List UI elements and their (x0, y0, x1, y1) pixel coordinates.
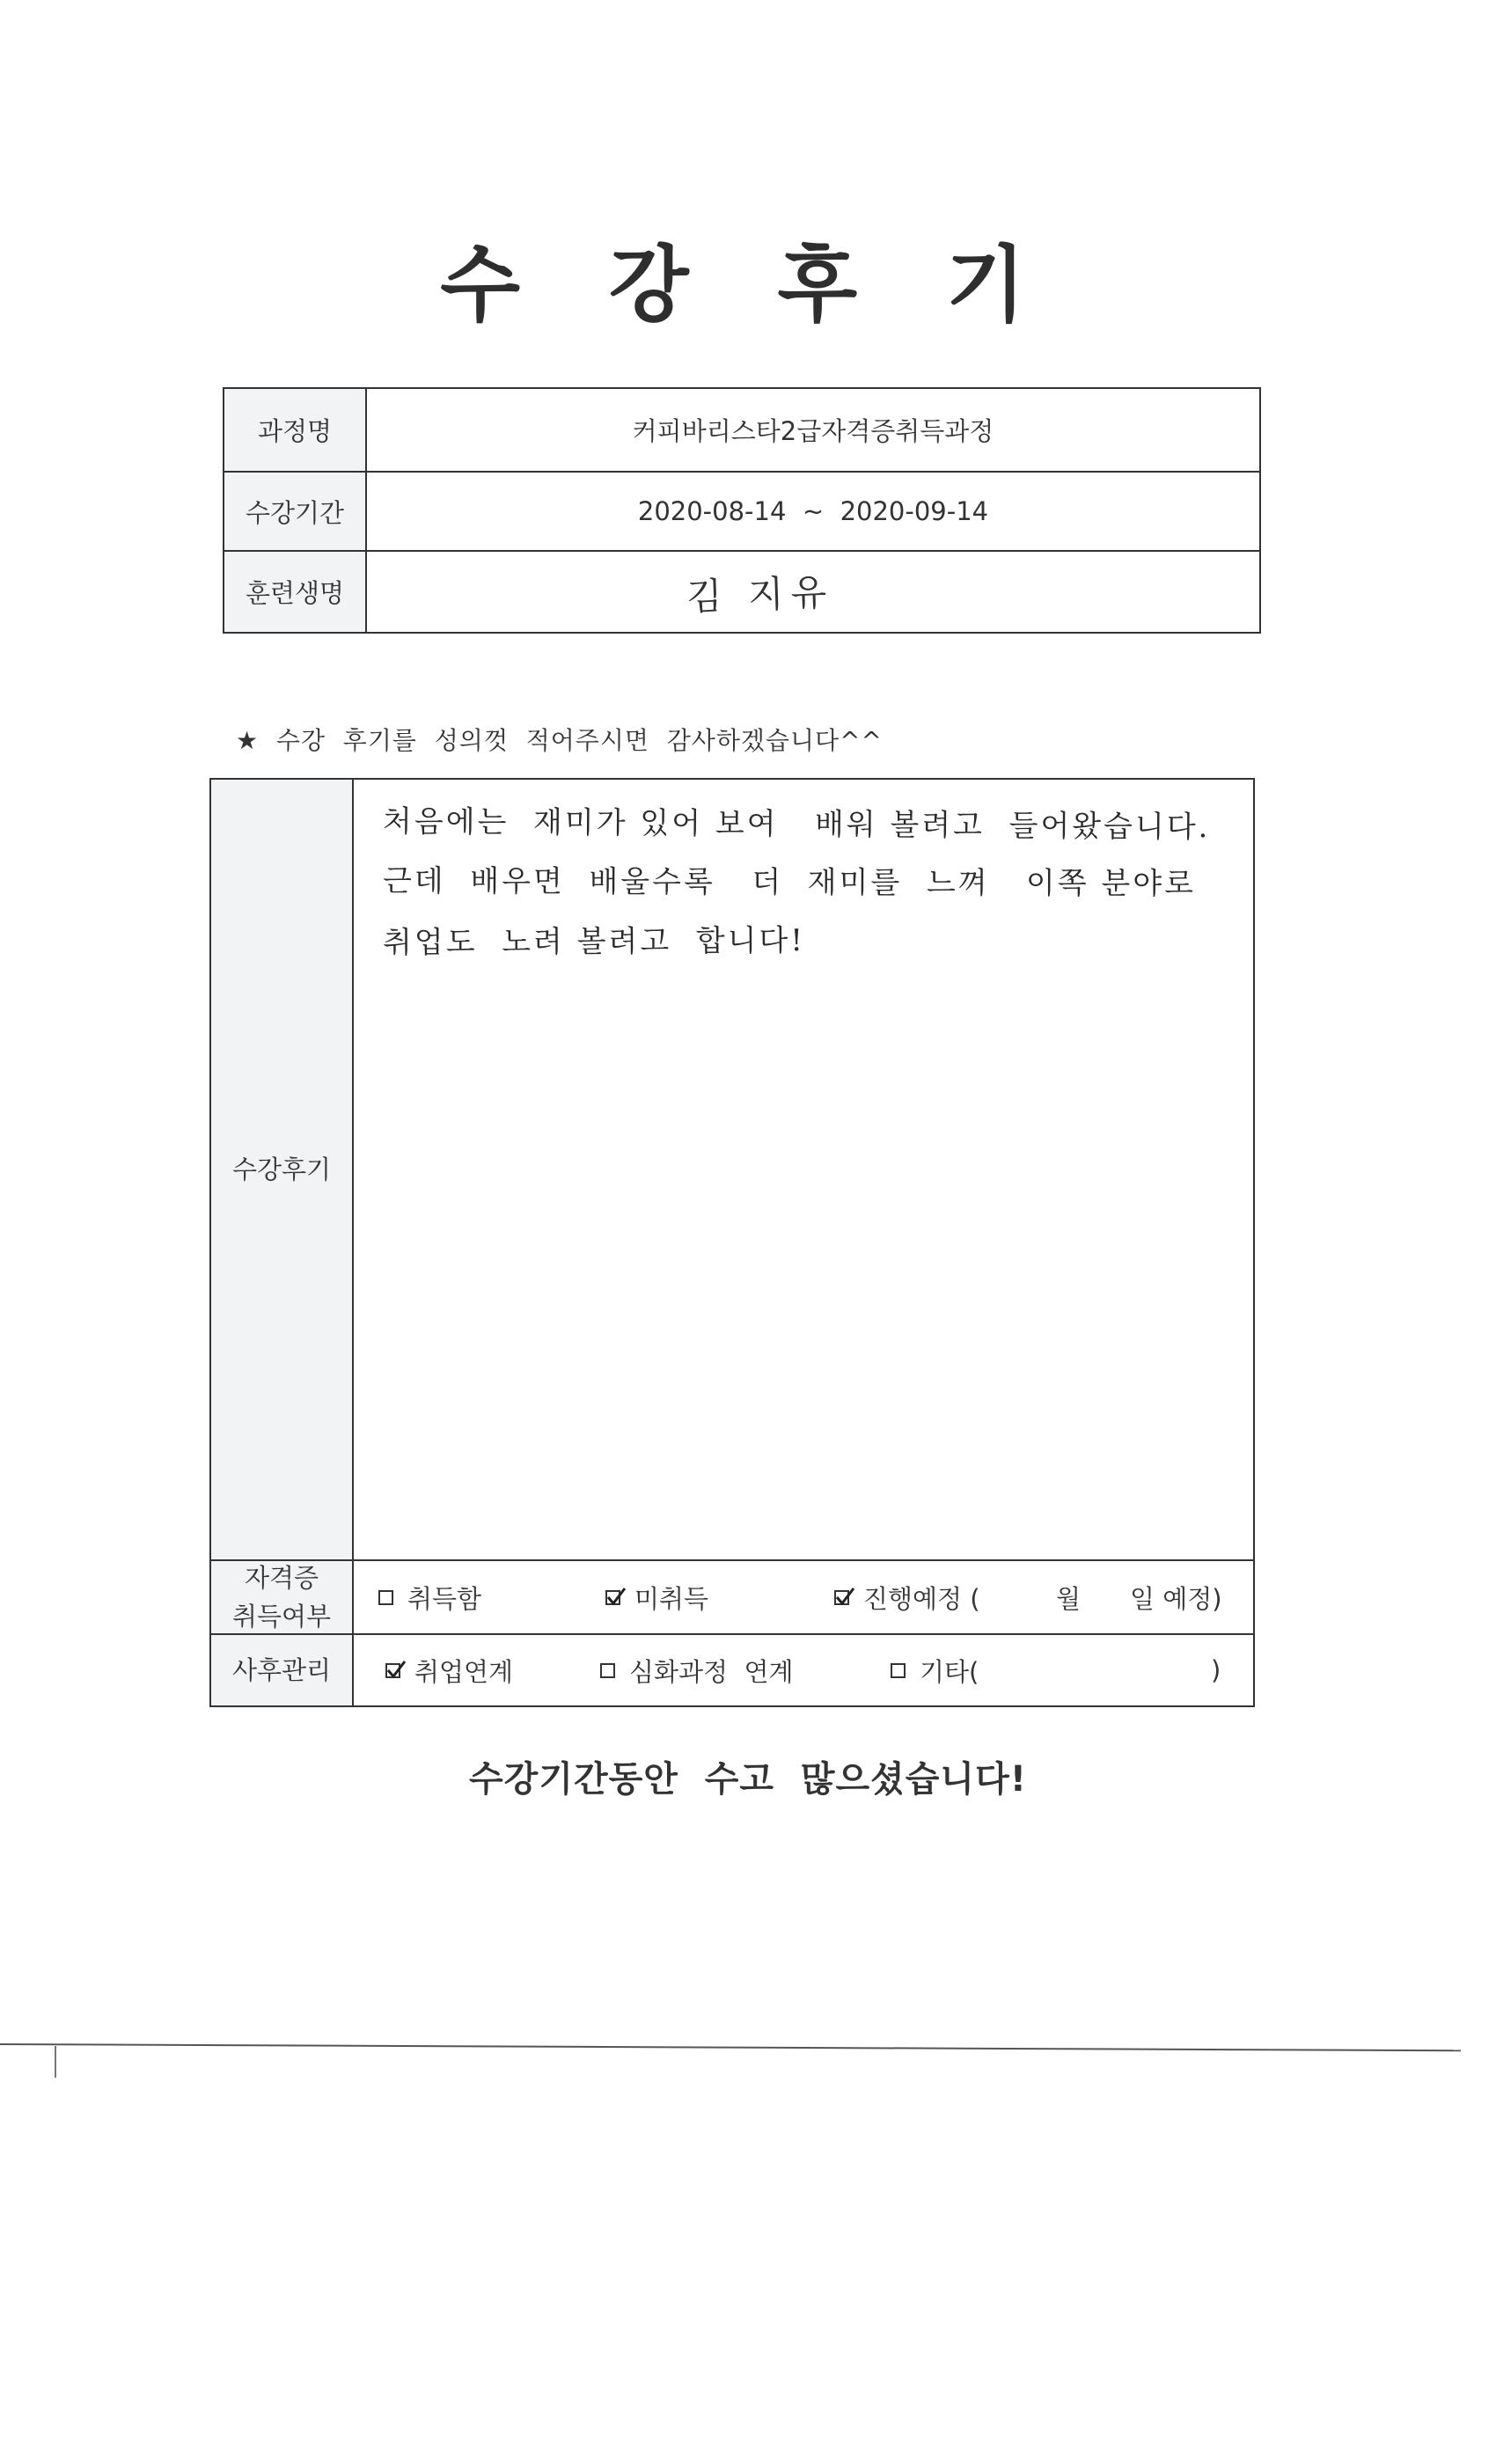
checkbox-empty-icon[interactable] (891, 1663, 906, 1678)
review-table (209, 778, 1255, 1707)
month-label: 월 (1056, 1583, 1082, 1614)
day-label: 일 예정) (1130, 1583, 1222, 1614)
course-period-label: 수강기간 (224, 473, 367, 550)
option-in-progress-label: 진행예정 ( (863, 1583, 980, 1614)
scan-edge-mark (55, 2046, 56, 2078)
checkbox-empty-icon[interactable] (600, 1663, 615, 1678)
course-name-label: 과정명 (224, 389, 367, 471)
option-job-link-label: 취업연계 (414, 1656, 514, 1687)
instruction-text: ★ 수강 후기를 성의껏 적어주시면 감사하겠습니다^^ (236, 726, 883, 755)
option-advanced-course[interactable] (600, 1635, 794, 1705)
certification-label-line1: 자격증 (244, 1563, 319, 1593)
checkbox-checked-icon[interactable] (834, 1590, 849, 1605)
trainee-name-cell (367, 552, 1259, 632)
course-period-value (367, 473, 1259, 550)
course-period-row (224, 473, 1259, 552)
handwritten-line-3: 취업도 노려 볼려고 합니다! (382, 923, 806, 961)
trainee-name-handwritten: 김 지유 (686, 569, 835, 619)
option-in-progress[interactable] (834, 1561, 980, 1633)
course-name-value: 커피바리스타2급자격증취득과정 (632, 416, 994, 446)
option-advanced-course-label: 심화과정 연계 (629, 1656, 794, 1687)
option-not-acquired-label: 미취득 (634, 1583, 709, 1614)
aftercare-row (211, 1635, 1253, 1705)
scan-page-edge (0, 2043, 1461, 2051)
document-title: 수 강 후 기 (440, 238, 1056, 334)
checkbox-empty-icon[interactable] (378, 1590, 393, 1605)
checkbox-checked-icon[interactable] (605, 1590, 620, 1605)
review-row (211, 780, 1253, 1561)
option-job-link[interactable] (385, 1635, 513, 1705)
aftercare-label: 사후관리 (211, 1635, 354, 1705)
closing-message: 수강기간동안 수고 많으셨습니다! (469, 1759, 1027, 1800)
option-other[interactable] (891, 1635, 979, 1705)
option-not-acquired[interactable] (605, 1561, 708, 1633)
trainee-name-label: 훈련생명 (224, 552, 367, 632)
course-name-row (224, 389, 1259, 473)
certification-label-line2: 취득여부 (231, 1602, 332, 1632)
option-acquired[interactable] (378, 1561, 481, 1633)
course-info-table (223, 387, 1261, 634)
review-handwriting (383, 796, 1236, 970)
handwritten-line-2: 근데 배우면 배울수록 더 재미를 느껴 이쪽 분야로 (382, 863, 1197, 902)
checkbox-checked-icon[interactable] (385, 1663, 400, 1678)
option-other-label: 기타( (920, 1656, 979, 1687)
trainee-name-row (224, 552, 1259, 632)
certification-label (211, 1561, 354, 1633)
course-period-text: 2020-08-14 ~ 2020-09-14 (637, 496, 989, 526)
handwritten-line-1: 처음에는 재미가 있어 보여 배워 볼려고 들어왔습니다. (382, 803, 1211, 846)
option-acquired-label: 취득함 (407, 1583, 482, 1614)
certification-row (211, 1561, 1253, 1635)
review-label: 수강후기 (211, 780, 354, 1559)
other-close-paren: ) (1211, 1655, 1221, 1685)
